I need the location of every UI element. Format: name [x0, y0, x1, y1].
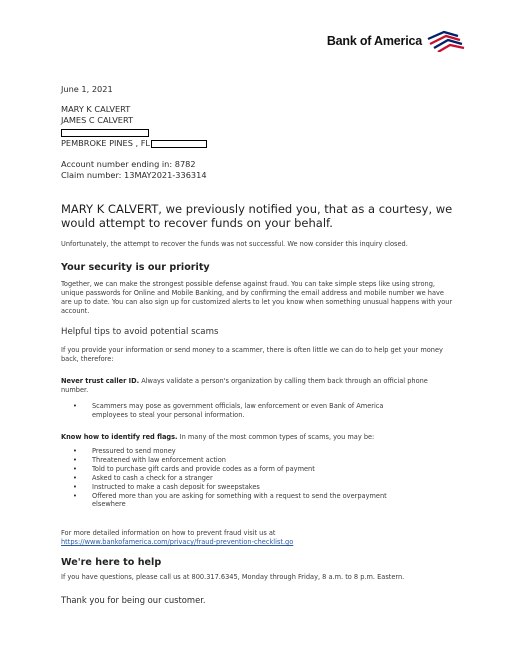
red-flags-bold: Know how to identify red flags.: [61, 433, 178, 441]
list-item: • Offered more than you are asking for something with a request to send the overpayment elsewhere: [61, 492, 401, 510]
intro-paragraph: Unfortunately, the attempt to recover the funds was not successful. We now consider this inquiry closed.: [61, 240, 408, 248]
security-paragraph: Together, we can make the strongest possible defense against fraud. You can take simple steps like using strong, unique passwords for Online and Mobile Banking, and by confirming the email address and mobile number we have are up to date. You can also sign up for customized alerts to let you know when something unusual happens with your account.: [61, 280, 453, 315]
list-item: • Instructed to make a cash deposit for sweepstakes: [61, 483, 401, 492]
closing-line: Thank you for being our customer.: [61, 595, 206, 605]
caller-id-bold: Never trust caller ID.: [61, 377, 140, 385]
help-paragraph: If you have questions, please call us at 800.317.6345, Monday through Friday, 8 a.m. to 8 p.m. Eastern.: [61, 573, 405, 581]
more-info-text: For more detailed information on how to prevent fraud visit us at: [61, 529, 276, 537]
fraud-checklist-link[interactable]: https://www.bankofamerica.com/privacy/fraud-prevention-checklist.go: [61, 538, 294, 546]
recipient-name-1: MARY K CALVERT: [61, 104, 131, 114]
bank-logo: [327, 30, 466, 52]
red-flags-bullets: [61, 447, 401, 509]
bank-logo-text: Bank of America: [326, 34, 422, 48]
letter-date: June 1, 2021: [61, 84, 113, 94]
tips-paragraph: If you provide your information or send money to a scammer, there is often little we can do to help get your money back, therefore:: [61, 346, 443, 363]
red-flags-paragraph: [61, 433, 374, 442]
security-heading: Your security is our priority: [61, 262, 210, 273]
red-flags-text: In many of the most common types of scams, you may be:: [177, 433, 375, 441]
letter-headline: MARY K CALVERT, we previously notified you, that as a courtesy, we would attempt to recover funds on your behalf.: [61, 202, 453, 230]
flag-logo-icon: [426, 30, 466, 52]
list-item: • Told to purchase gift cards and provide codes as a form of payment: [61, 465, 401, 474]
claim-number: Claim number: 13MAY2021-336314: [61, 170, 207, 180]
caller-id-text: Always validate a person's organization by calling them back through an official phone number.: [61, 377, 428, 394]
list-item: • Scammers may pose as government officials, law enforcement or even Bank of America employees to steal your personal information.: [61, 402, 401, 420]
caller-id-paragraph: [61, 377, 453, 395]
list-item: • Pressured to send money: [61, 447, 401, 456]
address-city: PEMBROKE PINES , FL: [61, 138, 150, 148]
caller-bullets: [61, 402, 401, 420]
list-item: • Threatened with law enforcement action: [61, 456, 401, 465]
list-item: • Asked to cash a check for a stranger: [61, 474, 401, 483]
recipient-name-2: JAMES C CALVERT: [61, 115, 134, 125]
redaction-box: [151, 140, 207, 148]
help-heading: We're here to help: [61, 557, 162, 568]
address-city-line: [61, 138, 207, 149]
redacted-address-line: [61, 127, 149, 138]
account-number: Account number ending in: 8782: [61, 159, 196, 169]
redaction-box: [61, 129, 149, 137]
tips-heading: Helpful tips to avoid potential scams: [61, 327, 219, 337]
